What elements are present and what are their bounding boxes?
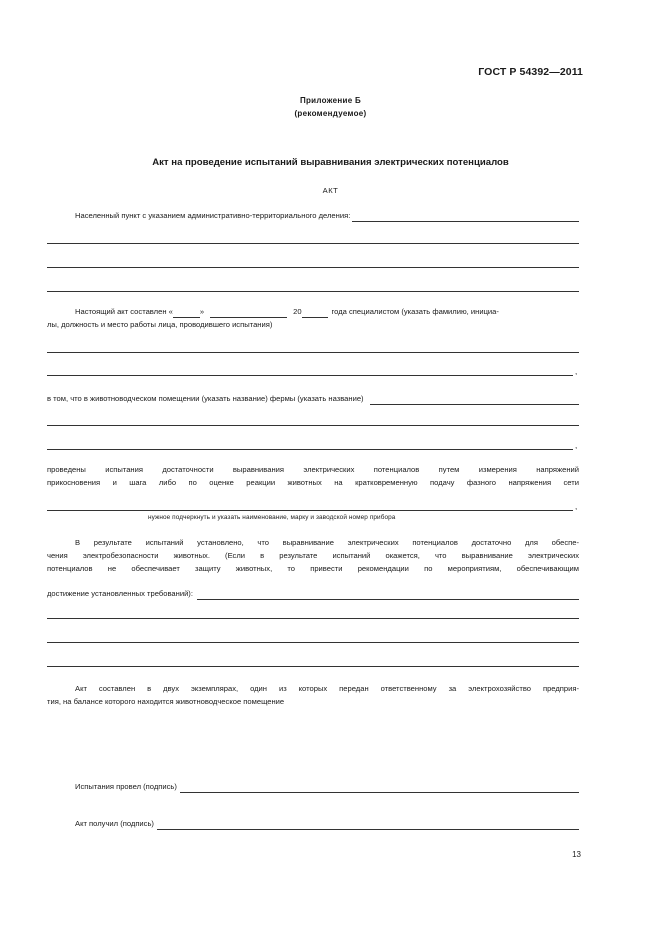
instrument-input-line[interactable]: [47, 510, 573, 511]
blank-line[interactable]: [47, 243, 579, 244]
compiled-quote-close: »: [199, 307, 205, 316]
compiled-year: 20: [293, 307, 302, 316]
compiled-start: Настоящий акт составлен «: [75, 307, 173, 316]
blank-line[interactable]: [47, 291, 579, 292]
year-input-line[interactable]: [302, 308, 328, 318]
result-line-4: достижение установленных требований):: [47, 589, 193, 598]
tested-by-label: Испытания провел (подпись): [75, 782, 177, 791]
month-input-line[interactable]: [210, 308, 287, 318]
blank-line[interactable]: [47, 352, 579, 353]
instrument-hint: нужное подчеркнуть и указать наименование, марку и заводской номер прибора: [148, 514, 396, 521]
locality-input-line[interactable]: [352, 212, 579, 222]
result-line-2: чения электробезопасности животных. (Если в результате испытаний окажется, что выравнивание электрических: [47, 551, 579, 560]
received-by-signature-line[interactable]: [157, 820, 579, 830]
tests-line-1: проведены испытания достаточности выравнивания электрических потенциалов путем измерения напряжений: [47, 465, 579, 474]
comma: ,: [575, 367, 578, 376]
locality-field[interactable]: [47, 209, 579, 222]
result-line-3: потенциалов не обеспечивает защиту животных, то привести рекомендации по мероприятиям, обеспечивающим: [47, 564, 579, 573]
day-input-line[interactable]: [173, 308, 200, 318]
blank-line[interactable]: [47, 666, 579, 667]
act-label: АКТ: [322, 186, 339, 195]
copies-line-2: тия, на балансе которого находится животноводческое помещение: [47, 697, 285, 706]
comma: ,: [575, 441, 578, 450]
blank-line[interactable]: [47, 267, 579, 268]
locality-label: Населенный пункт с указанием административно-территориального деления:: [75, 211, 351, 220]
comma: ,: [575, 502, 578, 511]
received-by-label: Акт получил (подпись): [75, 819, 154, 828]
blank-line[interactable]: [47, 449, 573, 450]
act-title: Акт на проведение испытаний выравнивания электрических потенциалов: [152, 157, 509, 168]
blank-line[interactable]: [47, 425, 579, 426]
tested-by-signature-line[interactable]: [180, 783, 579, 793]
blank-line[interactable]: [47, 618, 579, 619]
tests-line-2: прикосновения и шага либо по оценке реакции животных на кратковременную подачу фазного напряжения сети: [47, 478, 579, 487]
requirements-field: [47, 587, 579, 600]
premises-input-line[interactable]: [370, 395, 579, 405]
document-code: ГОСТ Р 54392—2011: [478, 66, 583, 78]
compiled-end: года специалистом (указать фамилию, инициа-: [331, 307, 499, 316]
annex-subtitle: (рекомендуемое): [294, 109, 367, 118]
requirements-input-line[interactable]: [197, 590, 579, 600]
compiled-field: [47, 305, 579, 318]
blank-line[interactable]: [47, 375, 573, 376]
premises-field: [47, 392, 579, 405]
result-line-1: В результате испытаний установлено, что выравнивание электрических потенциалов достаточно для обеспе-: [75, 538, 579, 547]
page-number: 13: [572, 850, 581, 859]
tested-by-field: [47, 780, 579, 793]
premises-label: в том, что в животноводческом помещении (указать название) фермы (указать название): [47, 394, 364, 403]
annex-title: Приложение Б: [299, 96, 362, 105]
compiled-continuation: лы, должность и место работы лица, проводившего испытания): [47, 320, 273, 329]
blank-line[interactable]: [47, 642, 579, 643]
received-by-field: [47, 817, 579, 830]
copies-line-1: Акт составлен в двух экземплярах, один из которых передан ответственному за электрохозяйство предприя-: [75, 684, 579, 693]
